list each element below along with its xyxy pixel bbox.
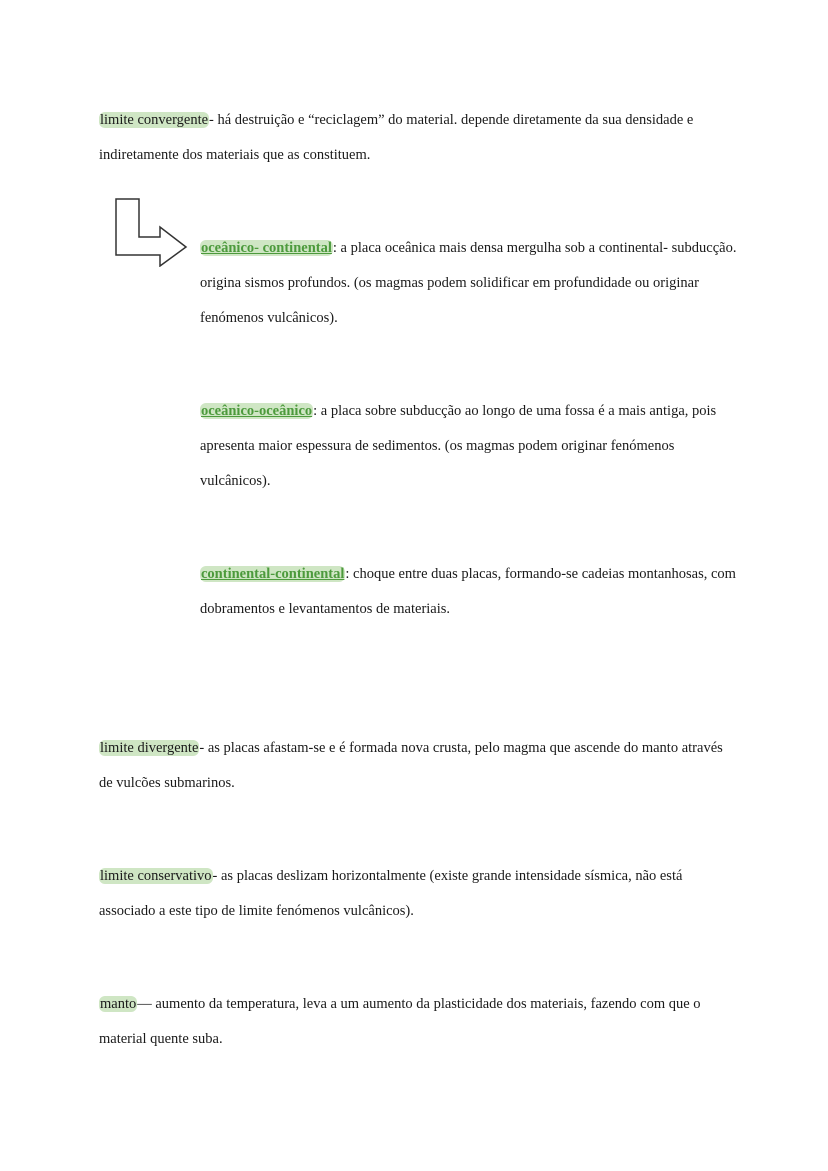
definition-conservative: - as placas deslizam horizontalmente (existe grande intensidade sísmica, não está associado a este tipo de limite fenómenos vulcânicos).	[99, 868, 683, 919]
definition-divergent: - as placas afastam-se e é formada nova crusta, pelo magma que ascende do manto através de vulcões submarinos.	[99, 740, 723, 791]
term-convergent: limite convergente	[100, 112, 209, 128]
definition-oceanic-continental: : a placa oceânica mais densa mergulha sob a continental- subducção. origina sismos profundos. (os magmas podem solidificar em profundidade ou originar fenómenos vulcânicos).	[200, 240, 737, 326]
term-conservative: limite conservativo	[100, 868, 212, 884]
paragraph-conservative	[99, 859, 739, 929]
term-oceanic-oceanic: oceânico-oceânico	[201, 403, 313, 419]
paragraph-convergent	[99, 103, 739, 173]
paragraph-oceanic-oceanic	[200, 394, 740, 499]
term-continental-continental: continental-continental	[201, 566, 345, 582]
definition-mantle: — aumento da temperatura, leva a um aumento da plasticidade dos materiais, fazendo com que o material quente suba.	[99, 996, 701, 1047]
term-oceanic-continental: oceânico- continental	[201, 240, 332, 256]
bent-arrow-icon	[113, 197, 189, 267]
term-mantle: manto	[100, 996, 137, 1012]
definition-continental-continental: : choque entre duas placas, formando-se cadeias montanhosas, com dobramentos e levantamentos de materiais.	[200, 566, 736, 617]
paragraph-divergent	[99, 731, 739, 801]
paragraph-mantle	[99, 987, 739, 1057]
definition-oceanic-oceanic: : a placa sobre subducção ao longo de uma fossa é a mais antiga, pois apresenta maior espessura de sedimentos. (os magmas podem originar fenómenos vulcânicos).	[200, 403, 717, 489]
paragraph-continental-continental	[200, 557, 740, 627]
term-divergent: limite divergente	[100, 740, 199, 756]
paragraph-oceanic-continental	[200, 231, 740, 336]
definition-convergent: - há destruição e “reciclagem” do material. depende diretamente da sua densidade e indiretamente dos materiais que as constituem.	[99, 112, 694, 163]
